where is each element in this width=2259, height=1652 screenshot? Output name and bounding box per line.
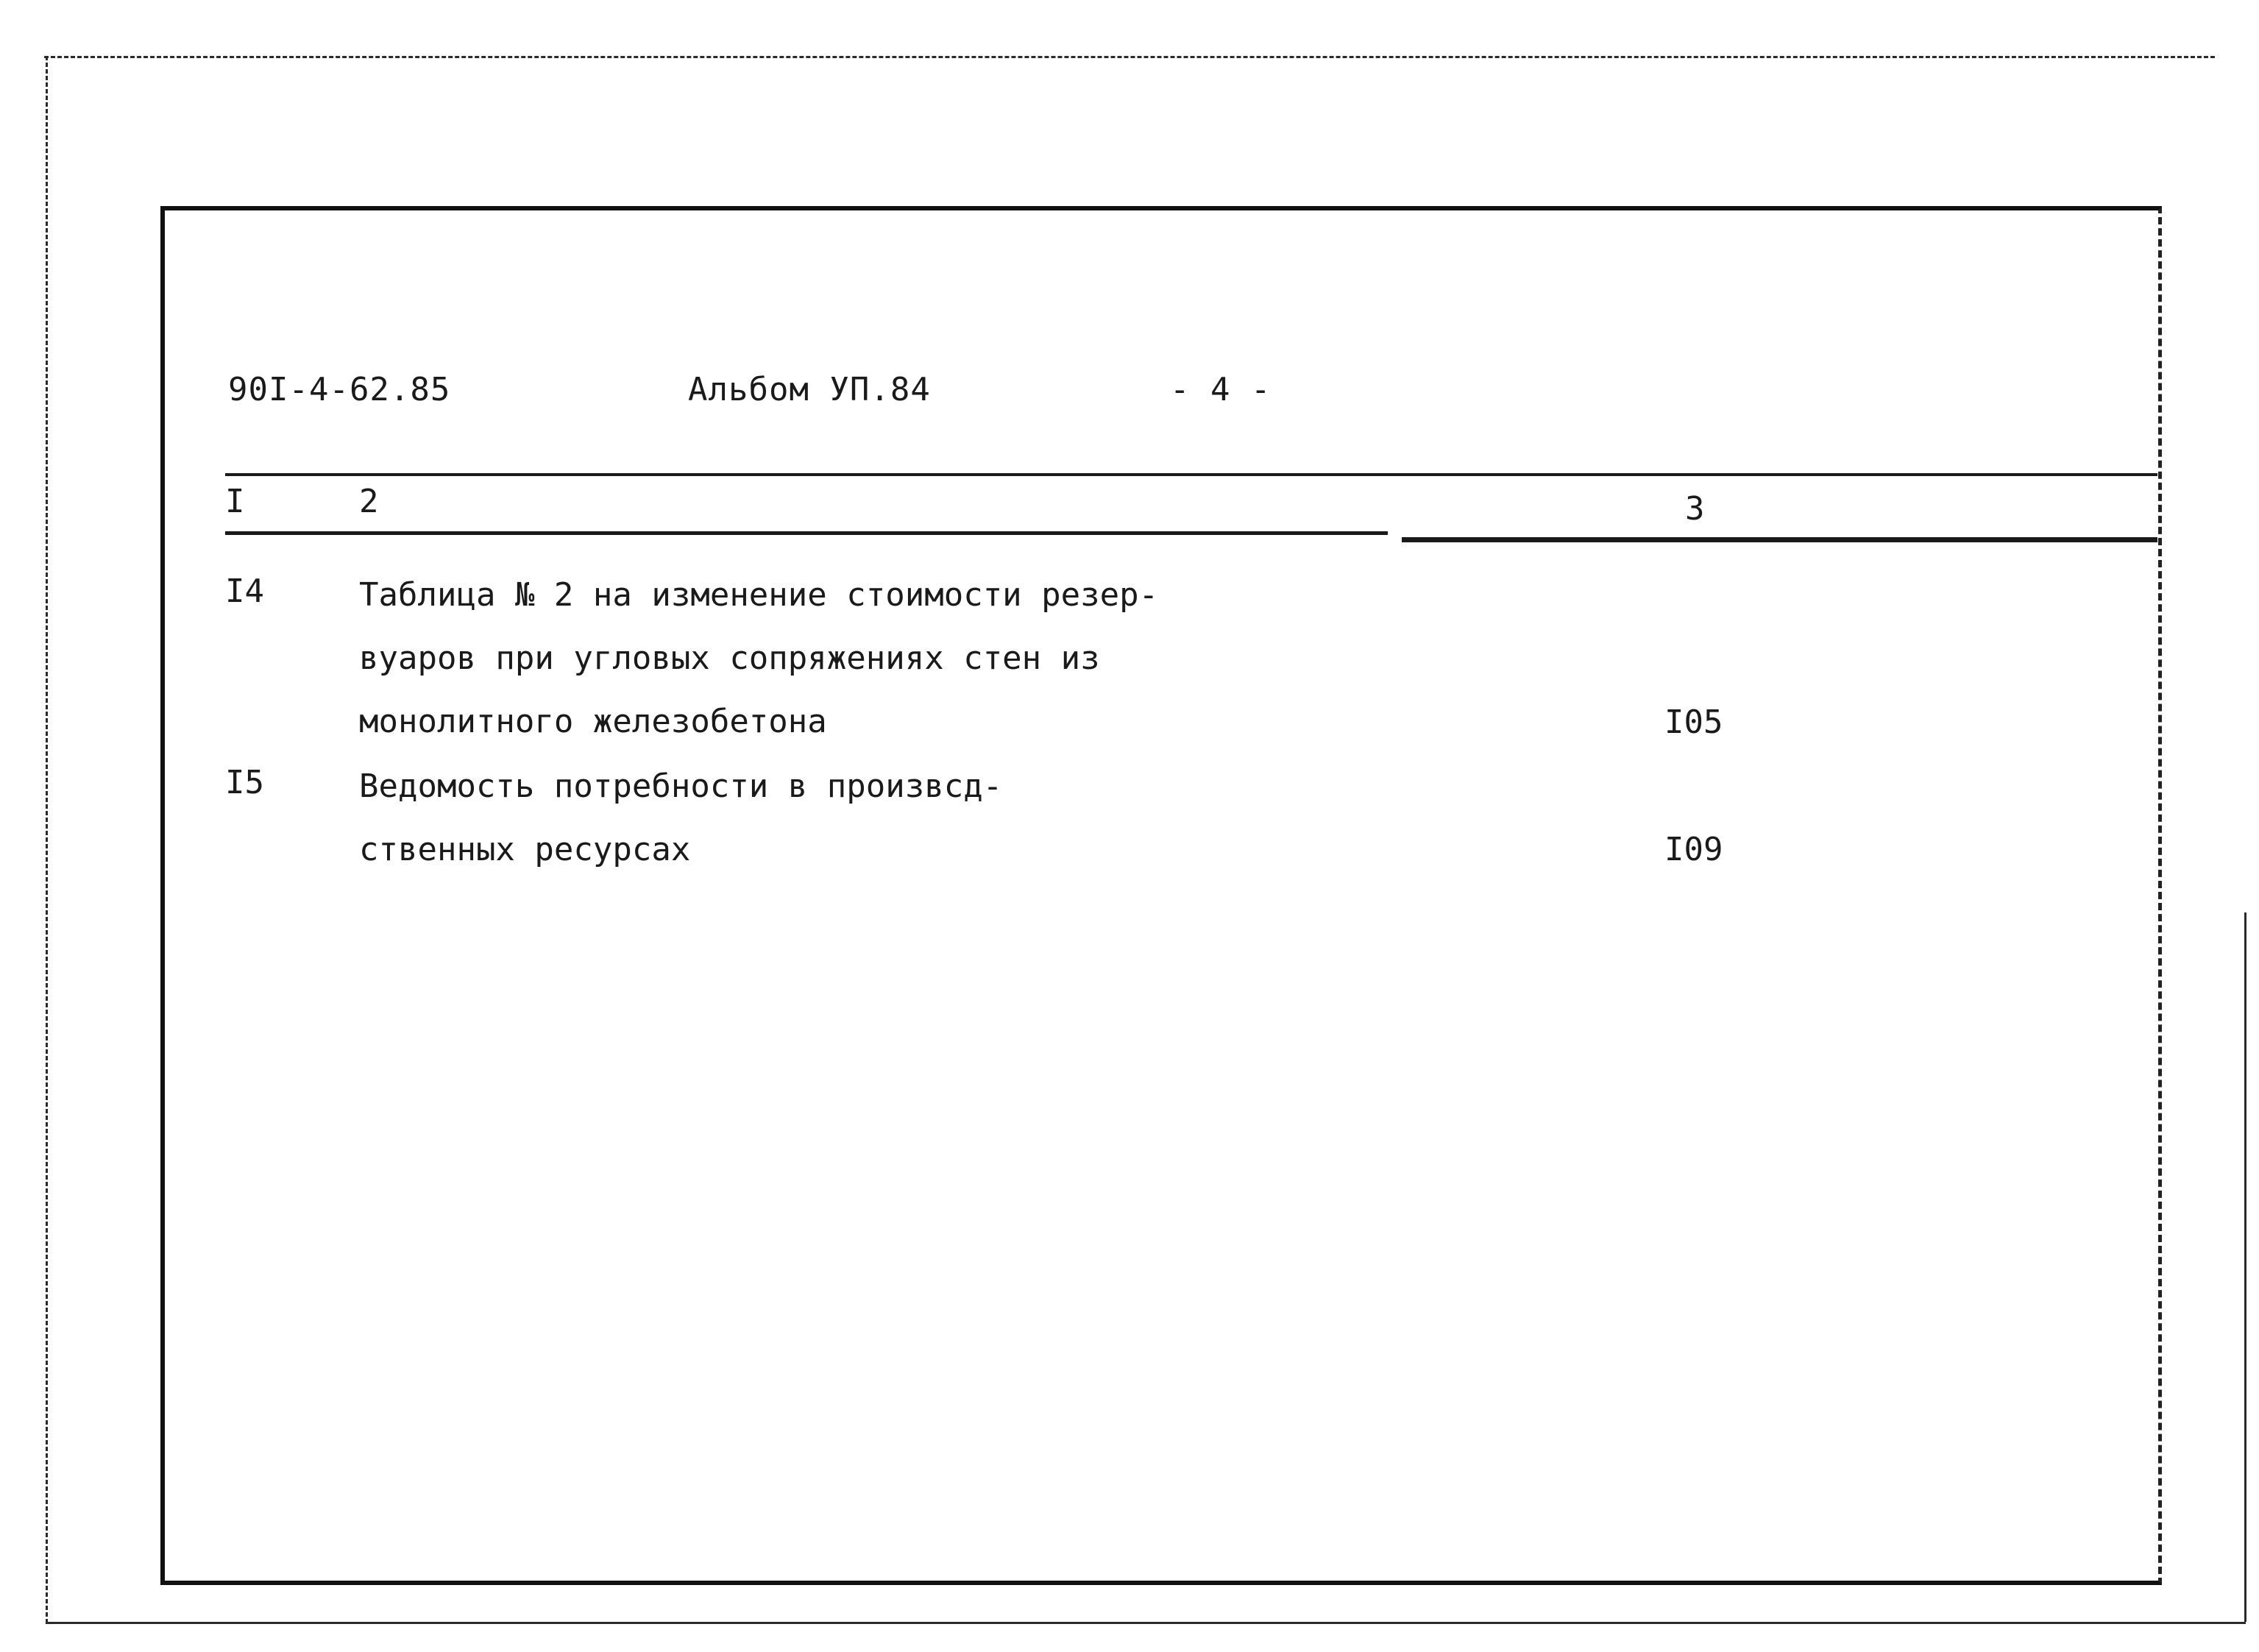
- row-description: [359, 564, 1610, 754]
- sheet-trim-bottom: [46, 1622, 2246, 1624]
- column-header-2: 2: [359, 483, 379, 520]
- column-header-1: I: [225, 483, 245, 520]
- table-top-rule: [225, 473, 2157, 476]
- row-number: I5: [225, 764, 264, 801]
- sheet-trim-left: [46, 56, 48, 1623]
- column-header-3: 3: [1685, 490, 1705, 528]
- table-header-rule-right: [1402, 537, 2157, 542]
- album-label: Альбом УП.84: [688, 371, 931, 408]
- row-page-ref: I09: [1664, 831, 1723, 868]
- row-line: вуаров при угловых сопряжениях стен из: [359, 639, 1100, 677]
- row-description: [359, 755, 1610, 882]
- table-header-rule-left: [225, 531, 1388, 535]
- row-line: Ведомость потребности в произвсд-: [359, 767, 1003, 805]
- row-line: ственных ресурсах: [359, 831, 691, 868]
- row-page-ref: I05: [1664, 703, 1723, 741]
- sheet-trim-top: [44, 56, 2215, 58]
- document-code: 90I-4-62.85: [228, 371, 451, 408]
- row-number: I4: [225, 572, 264, 610]
- page-frame: [160, 206, 2162, 1585]
- row-line: Таблица № 2 на изменение стоимости резер-: [359, 576, 1159, 614]
- sheet-trim-right: [2244, 912, 2246, 1622]
- page-number: - 4 -: [1170, 371, 1272, 408]
- row-line: монолитного железобетона: [359, 703, 827, 740]
